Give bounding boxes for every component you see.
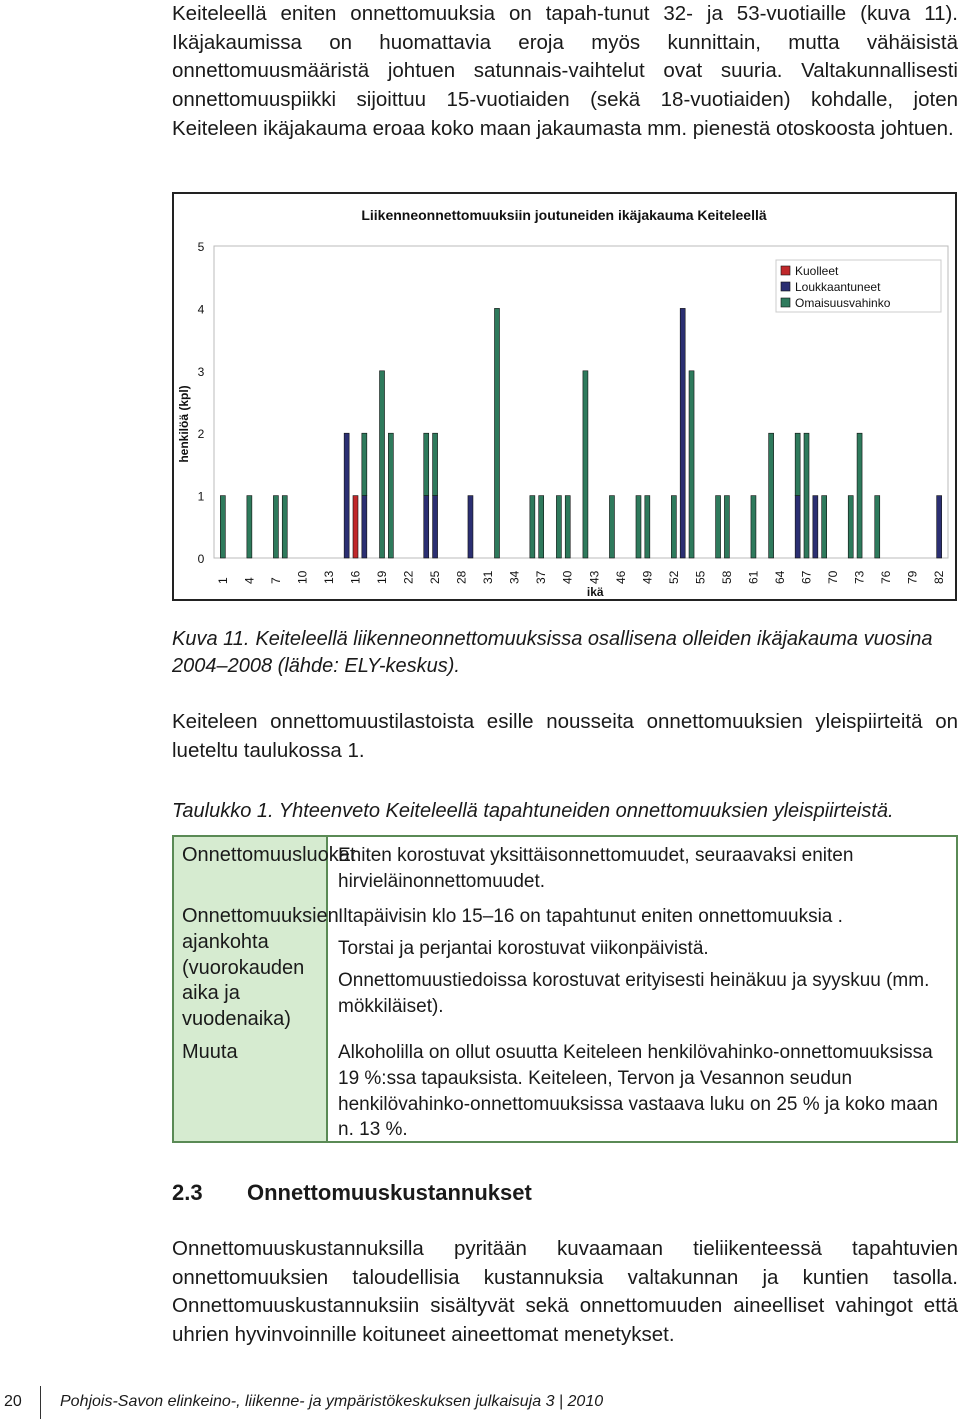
bar-omaisuusvahinko	[273, 496, 278, 558]
footer-divider	[40, 1386, 41, 1419]
x-tick-label: 58	[719, 570, 734, 584]
y-tick-label: 5	[197, 240, 205, 254]
x-tick-label: 76	[879, 570, 894, 584]
bar-omaisuusvahinko	[433, 433, 438, 495]
bar-loukkaantuneet	[424, 496, 429, 558]
bar-omaisuusvahinko	[795, 433, 800, 495]
summary-table	[172, 835, 958, 1143]
page-number: 20	[4, 1393, 22, 1410]
x-tick-label: 70	[826, 570, 841, 584]
x-tick-label: 55	[693, 570, 708, 584]
y-tick-label: 1	[197, 489, 205, 504]
table-row-text: Onnettomuustiedoissa korostuvat erityisesti heinäkuu ja syyskuu (mm. mökkiläiset).	[338, 970, 930, 1017]
table-row-label: Muuta	[182, 1041, 238, 1063]
x-tick-label: 34	[507, 570, 522, 584]
bar-omaisuusvahinko	[848, 496, 853, 558]
bar-omaisuusvahinko	[689, 371, 694, 558]
figure-caption-label: Kuva 11.	[172, 628, 250, 650]
table-row-text: Eniten korostuvat yksittäisonnettomuudet, seuraavaksi eniten hirvieläinonnettomuudet.	[338, 845, 854, 892]
section-heading	[172, 1180, 532, 1206]
x-tick-label: 73	[852, 570, 867, 584]
y-tick-label: 0	[197, 552, 205, 566]
bar-omaisuusvahinko	[530, 496, 535, 558]
legend-label: Omaisuusvahinko	[795, 296, 891, 310]
x-tick-label: 67	[799, 570, 814, 584]
table-row-text: Torstai ja perjantai korostuvat viikonpäivistä.	[338, 938, 709, 959]
bar-omaisuusvahinko	[751, 496, 756, 558]
section-number: 2.3	[172, 1180, 203, 1205]
chart-title: Liikenneonnettomuuksiin joutuneiden ikäjakauma Keiteleellä	[361, 207, 767, 223]
bar-loukkaantuneet	[433, 496, 438, 558]
x-tick-label: 4	[242, 577, 257, 584]
x-tick-label: 7	[268, 577, 283, 584]
section-title: Onnettomuuskustannukset	[247, 1180, 532, 1205]
x-tick-label: 19	[375, 570, 390, 584]
bar-omaisuusvahinko	[380, 371, 385, 558]
bar-omaisuusvahinko	[220, 496, 225, 558]
x-tick-label: 25	[428, 570, 443, 584]
bar-loukkaantuneet	[937, 496, 942, 558]
bar-omaisuusvahinko	[875, 496, 880, 558]
x-tick-label: 16	[348, 570, 363, 584]
bar-kuolleet	[353, 496, 358, 558]
bar-loukkaantuneet	[362, 496, 367, 558]
bar-omaisuusvahinko	[388, 433, 393, 558]
bar-omaisuusvahinko	[362, 433, 367, 495]
legend-swatch	[781, 282, 790, 291]
y-axis-label: henkilöä (kpl)	[177, 385, 191, 463]
x-tick-label: 37	[534, 570, 549, 584]
bar-omaisuusvahinko	[716, 496, 721, 558]
x-tick-label: 64	[772, 570, 787, 584]
bar-omaisuusvahinko	[583, 371, 588, 558]
figure-caption-text: Keiteleellä liikenneonnettomuuksissa osallisena olleiden ikäjakauma vuosina 2004–2008 (lähde: ELY-keskus).	[172, 628, 933, 677]
bar-omaisuusvahinko	[539, 496, 544, 558]
publication-name: Pohjois-Savon elinkeino-, liikenne- ja ympäristökeskuksen julkaisuja 3 | 2010	[60, 1393, 604, 1410]
legend-label: Loukkaantuneet	[795, 280, 881, 294]
y-tick-label: 4	[197, 302, 205, 317]
bar-loukkaantuneet	[813, 496, 818, 558]
y-tick-label: 2	[197, 427, 205, 442]
bar-omaisuusvahinko	[645, 496, 650, 558]
x-tick-label: 13	[321, 570, 336, 584]
bar-omaisuusvahinko	[494, 308, 499, 558]
bar-loukkaantuneet	[795, 496, 800, 558]
x-tick-label: 28	[454, 570, 469, 584]
table-row-label: Onnettomuuksien ajankohta (vuorokauden aika ja vuodenaika)	[182, 905, 339, 1031]
bar-omaisuusvahinko	[804, 433, 809, 558]
y-tick-label: 3	[197, 364, 205, 379]
bar-omaisuusvahinko	[424, 433, 429, 495]
bar-omaisuusvahinko	[282, 496, 287, 558]
x-tick-label: 43	[587, 570, 602, 584]
x-tick-label: 46	[613, 570, 628, 584]
x-tick-label: 79	[905, 570, 920, 584]
figure-caption	[172, 626, 958, 680]
x-axis-label: ikä	[586, 585, 604, 599]
table-title: Taulukko 1. Yhteenveto Keiteleellä tapahtuneiden onnettomuuksien yleispiirteistä.	[172, 800, 894, 822]
x-tick-label: 31	[481, 570, 496, 584]
table-row-text: Alkoholilla on ollut osuutta Keiteleen henkilövahinko-onnettomuuksissa 19 %:ssa tapauksista. Keiteleen, Tervon ja Vesannon seudun henkilövahinko-onnettomuuksissa vastaava luku on 25 % ja koko maan n. 13 %.	[338, 1042, 938, 1141]
bar-loukkaantuneet	[680, 308, 685, 558]
x-tick-label: 10	[295, 570, 310, 584]
table-row-text: Iltapäivisin klo 15–16 on tapahtunut eniten onnettomuuksia .	[338, 906, 843, 927]
age-distribution-chart	[172, 192, 957, 601]
legend-swatch	[781, 266, 790, 275]
bar-loukkaantuneet	[344, 433, 349, 558]
x-tick-label: 49	[640, 570, 655, 584]
x-tick-label: 82	[932, 570, 947, 584]
bar-omaisuusvahinko	[671, 496, 676, 558]
chart-canvas	[174, 194, 955, 599]
x-tick-label: 52	[666, 570, 681, 584]
legend-label: Kuolleet	[795, 264, 839, 278]
section-paragraph: Onnettomuuskustannuksilla pyritään kuvaamaan tieliikenteessä tapahtuvien onnettomuuksien taloudellisia kustannuksia valtakunnan ja kuntien tasolla. Onnettomuuskustannuksiin sisältyvät sekä onnettomuuden aineelliset vahingot että uhrien hyvinvoinnille koituneet aineettomat menetykset.	[172, 1237, 958, 1347]
legend-swatch	[781, 298, 790, 307]
bar-omaisuusvahinko	[857, 433, 862, 558]
bar-loukkaantuneet	[468, 496, 473, 558]
intro-paragraph: Keiteleellä eniten onnettomuuksia on tapah-tunut 32- ja 53-vuotiaille (kuva 11). Ikäjakaumissa on huomattavia eroja myös kunnittain, mutta vähäisistä onnettomuusmääristä johtuen satunnais-vaihtelut ovat suuria. Valtakunnallisesti onnettomuuspiikki sijoittuu 15-vuotiaiden (sekä 18-vuotiaiden) kohdalle, joten Keiteleen ikäjakauma eroaa koko maan jakaumasta mm. pienestä otoskoosta johtuen.	[172, 2, 958, 140]
table-row-label: Onnettomuusluokat	[182, 844, 356, 866]
bar-omaisuusvahinko	[609, 496, 614, 558]
bar-omaisuusvahinko	[565, 496, 570, 558]
bar-omaisuusvahinko	[636, 496, 641, 558]
bar-omaisuusvahinko	[556, 496, 561, 558]
x-tick-label: 22	[401, 570, 416, 584]
x-tick-label: 40	[560, 570, 575, 584]
bar-omaisuusvahinko	[769, 433, 774, 558]
table-intro-paragraph: Keiteleen onnettomuustilastoista esille nousseita onnettomuuksien yleispiirteitä on lueteltu taulukossa 1.	[172, 710, 958, 762]
bar-omaisuusvahinko	[822, 496, 827, 558]
bar-omaisuusvahinko	[724, 496, 729, 558]
bar-omaisuusvahinko	[247, 496, 252, 558]
x-tick-label: 61	[746, 570, 761, 584]
x-tick-label: 1	[215, 577, 230, 584]
